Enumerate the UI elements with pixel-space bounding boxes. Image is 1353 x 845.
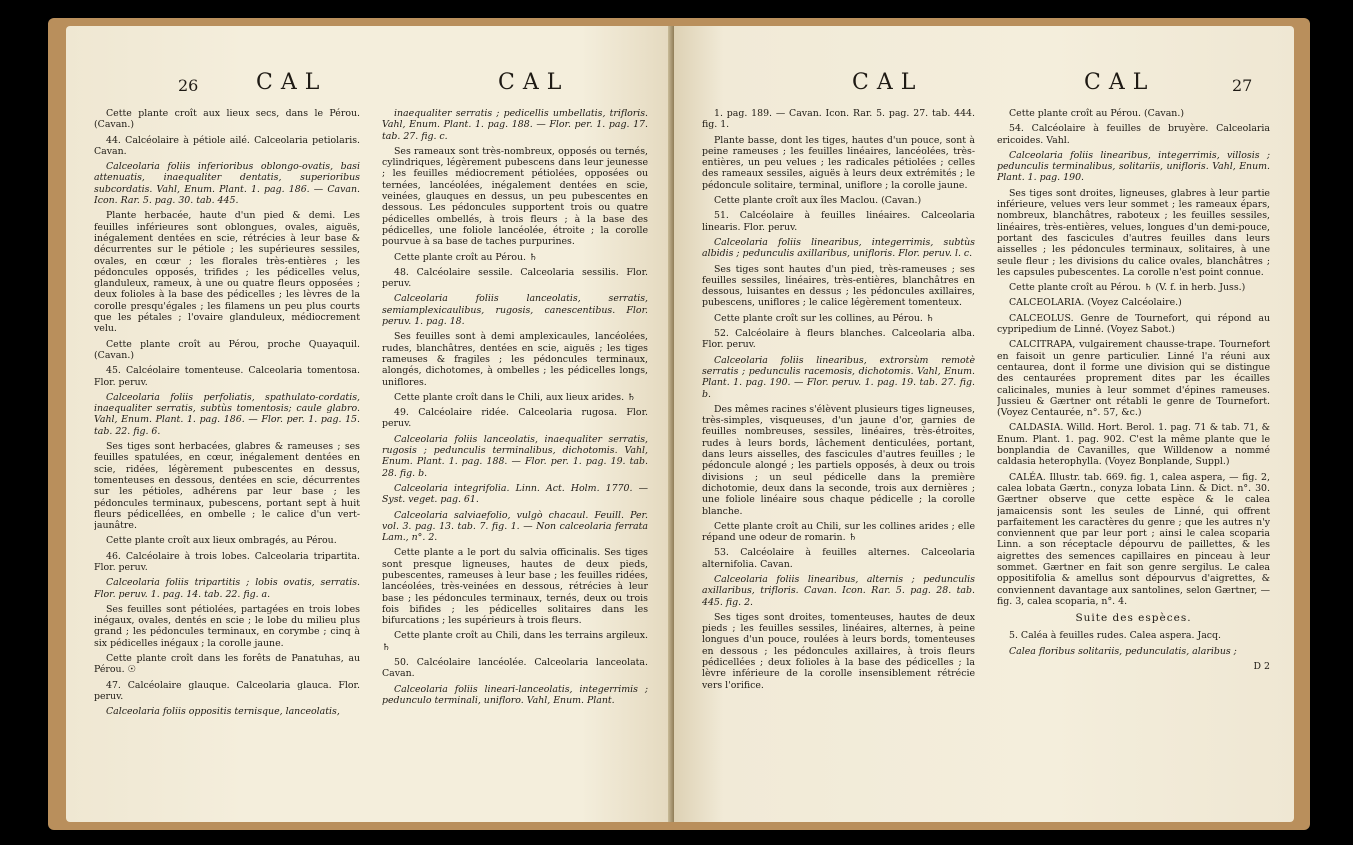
text-column-right-2 [997, 108, 1270, 808]
paragraph: Cette plante croît au Chili, sur les collines arides ; elle répand une odeur de romarin. ♄ [702, 520, 975, 544]
paragraph: Cette plante croît dans le Chili, aux lieux arides. ♄ [394, 391, 636, 403]
paragraph: Calceolaria foliis lineari-lanceolatis, integerrimis ; pedunculo terminali, unifloro. Vahl, Enum. Plant. [382, 683, 648, 706]
paragraph: Plante basse, dont les tiges, hautes d'un pouce, sont à peine rameuses ; les feuilles linéaires, lancéolées, très-entières, un peu velues ; les radicales pétiolées ; celles des rameaux sessiles, aiguës à leurs deux extrémités ; le pédoncule solitaire, terminal, uniflore ; la corolle jaune. [702, 134, 975, 191]
paragraph: CALCEOLUS. Genre de Tournefort, qui répond au cypripedium de Linné. (Voyez Sabot.) [997, 312, 1270, 336]
paragraph: Cette plante croît au Pérou. (Cavan.) [1009, 108, 1184, 119]
paragraph: Calceolaria foliis oppositis ternisque, lanceolatis, [106, 706, 340, 718]
paragraph: 44. Calcéolaire à pétiole ailé. Calceolaria petiolaris. Cavan. [94, 134, 360, 157]
paragraph: Calceolaria foliis linearibus, extrorsùm remotè serratis ; pedunculis racemosis, dichotomis. Vahl, Enum. Plant. 1. pag. 190. — Flor. peruv. 1. pag. 19. tab. 27. fig. b. [702, 354, 975, 400]
right-page-header [674, 70, 1294, 100]
paragraph: Calceolaria foliis tripartitis ; lobis ovatis, serratis. Flor. peruv. 1. pag. 14. tab. 22. fig. a. [94, 577, 360, 600]
paragraph: Ses feuilles sont pétiolées, partagées en trois lobes inégaux, ovales, dentés en scie ; le lobe du milieu plus grand ; les pédoncules terminaux, en corymbe ; cinq à six pédicelles inégaux ; la corolle jaune. [94, 603, 360, 649]
paragraph: Cette plante croît sur les collines, au Pérou. ♄ [714, 312, 935, 324]
paragraph: 1. pag. 189. — Cavan. Icon. Rar. 5. pag. 27. tab. 444. fig. 1. [702, 108, 975, 131]
paragraph: Calceolaria foliis linearibus, alternis ; pedunculis axillaribus, trifloris. Cavan. Icon. Rar. 5. pag. 28. tab. 445. fig. 2. [702, 573, 975, 608]
running-head: CAL [852, 70, 924, 95]
paragraph: Calceolaria foliis perfoliatis, spathulato-cordatis, inaequaliter serratis, subtùs tomentosis; caule glabro. Vahl, Enum. Plant. 1. pag. 186. — Flor. per. 1. pag. 15. tab. 22. fig. 6. [94, 391, 360, 437]
paragraph: Ses tiges sont herbacées, glabres & rameuses ; ses feuilles spatulées, en cœur, inégalement dentées en scie, ridées, légèrement pubescentes en dessus, tomenteuses en dessous, dentées en scie, décurrentes sur les pétioles, adhérens par leur base ; les pédoncules terminaux, pubescens, portant sept à huit fleurs pédicellées, en ombelle ; le calice d'un vert-jaunâtre. [94, 441, 360, 532]
paragraph: Calceolaria foliis inferioribus oblongo-ovatis, basi attenuatis, inaequaliter dentatis, superioribus subcordatis. Vahl, Enum. Plant. 1. pag. 186. — Cavan. Icon. Rar. 5. pag. 30. tab. 445. [94, 161, 360, 207]
paragraph: 47. Calcéolaire glauque. Calceolaria glauca. Flor. peruv. [94, 679, 360, 702]
paragraph: Cette plante croît au Pérou, proche Quayaquil. (Cavan.) [94, 338, 360, 361]
paragraph: Cette plante croît aux îles Maclou. (Cavan.) [714, 195, 922, 207]
page-number: 27 [1232, 76, 1253, 95]
right-page-columns [702, 108, 1270, 808]
paragraph: Des mêmes racines s'élèvent plusieurs tiges ligneuses, très-simples, visqueuses, d'un jaune d'or, garnies de feuilles nombreuses, sessiles, linéaires, très-étroites, rudes à leurs bords, lâchement denticulées, portant, dans leurs aisselles, des fascicules d'autres feuilles ; le pédoncule alongé ; les partiels opposés, à deux ou trois divisions ; un seul pédicelle dans la première dichotomie, deux dans la seconde, trois aux dernières ; une foliole linéaire sous chaque pédicelle ; la corolle blanche. [702, 403, 975, 517]
running-head: CAL [1084, 70, 1156, 95]
running-head: CAL [498, 70, 570, 95]
signature-mark: D 2 [1253, 661, 1270, 673]
paragraph: CALDASIA. Willd. Hort. Berol. 1. pag. 71 & tab. 71, & Enum. Plant. 1. pag. 902. C'est la même plante que le bonplandia de Cavanilles, que Willdenow a nommé caldasia heterophylla. (Voyez Bonplande, Suppl.) [997, 422, 1270, 468]
paragraph: 51. Calcéolaire à feuilles linéaires. Calceolaria linearis. Flor. peruv. [702, 210, 975, 233]
paragraph: Cette plante a le port du salvia officinalis. Ses tiges sont presque ligneuses, hautes de deux pieds, pubescentes, rameuses à leur base ; les feuilles ridées, lancéolées, très-veinées en dessous, rétrécies à leur base ; les pédoncules terminaux, ternés, deux ou trois fois bifides ; les pédicelles solitaires dans les bifurcations ; les supérieurs à trois fleurs. [382, 547, 648, 627]
paragraph: 52. Calcéolaire à fleurs blanches. Calceolaria alba. Flor. peruv. [702, 328, 975, 351]
paragraph: 49. Calcéolaire ridée. Calceolaria rugosa. Flor. peruv. [382, 407, 648, 430]
paragraph: Cette plante croît aux lieux secs, dans le Pérou. (Cavan.) [94, 108, 360, 131]
left-page [66, 26, 672, 822]
paragraph: Calceolaria foliis lanceolatis, serratis, semiamplexicaulibus, rugosis, canescentibus. Flor. peruv. 1. pag. 18. [382, 293, 648, 328]
left-page-columns [94, 108, 648, 808]
open-book [48, 18, 1310, 830]
paragraph: Calceolaria foliis linearibus, integerrimis, subtùs albidis ; pedunculis axillaribus, unifloris. Flor. peruv. l. c. [702, 236, 975, 260]
paragraph: 50. Calcéolaire lancéolée. Calceolaria lanceolata. Cavan. [382, 657, 648, 680]
paragraph: 46. Calcéolaire à trois lobes. Calceolaria tripartita. Flor. peruv. [94, 550, 360, 573]
text-column-left-2 [382, 108, 648, 808]
paragraph: CALCEOLARIA. (Voyez Calcéolaire.) [1009, 297, 1182, 309]
left-page-header [66, 70, 672, 100]
paragraph: Ses tiges sont droites, tomenteuses, hautes de deux pieds ; les feuilles sessiles, linéaires, alternes, à peine longues d'un pouce, roulées à leurs bords, tomenteuses en dessous ; les pédoncules axillaires, à trois fleurs pédicellées ; deux folioles à la base des pédicelles ; la lèvre inférieure de la corolle insensiblement rétrécie vers l'orifice. [702, 611, 975, 691]
text-column-right-1 [702, 108, 975, 808]
paragraph: Cette plante croît au Pérou. ♄ (V. f. in herb. Juss.) [1009, 282, 1246, 294]
paragraph: Calceolaria salviaefolio, vulgò chacaul. Feuill. Per. vol. 3. pag. 13. tab. 7. fig. 1. — Non calceolaria ferrata Lam., n°. 2. [382, 509, 648, 544]
paragraph: 48. Calcéolaire sessile. Calceolaria sessilis. Flor. peruv. [382, 266, 648, 290]
paragraph: Ses feuilles sont à demi amplexicaules, lancéolées, rudes, blanchâtres, dentées en scie, aiguës ; les tiges rameuses & fragiles ; les pédoncules terminaux, alongés, dichotomes, à ombelles ; les pédicelles longs, uniflores. [382, 331, 648, 388]
paragraph: 53. Calcéolaire à feuilles alternes. Calceolaria alternifolia. Cavan. [702, 547, 975, 570]
paragraph: Cette plante croît au Pérou. ♄ [394, 251, 538, 263]
page-number: 26 [178, 76, 199, 95]
paragraph: Plante herbacée, haute d'un pied & demi. Les feuilles inférieures sont oblongues, ovales, aiguës, inégalement dentées en scie, rétrécies à leur base & décurrentes sur le pétiole ; les supérieures sessiles, ovales, en cœur ; les florales très-entières ; les pédoncules opposés, trifides ; les pédicelles velus, glanduleux, rameux, à une ou quatre fleurs opposées ; deux folioles à la base des pédicelles ; les lèvres de la corolle presqu'égales ; les filamens un peu plus courts que les pétales ; l'ovaire glanduleux, médiocrement velu. [94, 210, 360, 335]
paragraph: Calceolaria foliis lanceolatis, inaequaliter serratis, rugosis ; pedunculis terminalibus, dichotomis. Vahl, Enum. Plant. 1. pag. 188. — Flor. per. 1. pag. 19. tab. 28. fig. b. [382, 433, 648, 479]
paragraph: CALCITRAPA, vulgairement chausse-trape. Tournefort en faisoit un genre particulier. Linné l'a réuni aux centaurea, dont il forme une division qui se distingue des centaurées proprement dites par les écailles calicinales, munies à leur sommet d'épines rameuses. Jussieu & Gærtner ont rétabli le genre de Tournefort. (Voyez Centaurée, n°. 57, &c.) [997, 339, 1270, 419]
paragraph: Calceolaria integrifolia. Linn. Act. Holm. 1770. — Syst. veget. pag. 61. [382, 482, 648, 506]
paragraph: Ses tiges sont droites, ligneuses, glabres à leur partie inférieure, velues vers leur sommet ; les rameaux épars, nombreux, blanchâtres, raboteux ; les feuilles sessiles, linéaires, très-entières, velues, longues d'un demi-pouce, portant des fascicules d'autres feuilles dans leurs aisselles ; les pédoncules terminaux, solitaires, à une seule fleur ; les divisions du calice ovales, blanchâtres ; les capsules pubescentes. La corolle n'est point connue. [997, 187, 1270, 278]
paragraph: 45. Calcéolaire tomenteuse. Calceolaria tomentosa. Flor. peruv. [94, 365, 360, 388]
paragraph: Ses rameaux sont très-nombreux, opposés ou ternés, cylindriques, légèrement pubescens dans leur jeunesse ; les feuilles médiocrement pétiolées, opposées ou ternées, lancéolées, inégalement dentées en scie, veinées, glauques en dessus, un peu pubescentes en dessous. Les pédoncules supportent trois ou quatre pédicelles ombellés, à trois fleurs ; à la base des pédicelles, une foliole lancéolée, étroite ; la corolle pourvue à sa base de taches purpurines. [382, 145, 648, 248]
paragraph: Cette plante croît aux lieux ombragés, au Pérou. [106, 535, 337, 547]
running-head: CAL [256, 70, 328, 95]
paragraph: 5. Caléa à feuilles rudes. Calea aspera. Jacq. [1009, 630, 1222, 642]
paragraph: Calea floribus solitariis, pedunculatis, alaribus ; [1009, 645, 1237, 657]
section-heading: Suite des espèces. [1075, 612, 1192, 625]
paragraph: Cette plante croît dans les forêts de Panatuhas, au Pérou. ☉ [94, 653, 360, 676]
paragraph: inaequaliter serratis ; pedicellis umbellatis, trifloris. Vahl, Enum. Plant. 1. pag. 188. — Flor. per. 1. pag. 17. tab. 27. fig. c. [382, 108, 648, 142]
paragraph: Ses tiges sont hautes d'un pied, très-rameuses ; ses feuilles sessiles, linéaires, très-entières, blanchâtres en dessous, luisantes en dessus ; les pédoncules axillaires, pubescens, uniflores ; le calice légèrement tomenteux. [702, 263, 975, 309]
paragraph: Calceolaria foliis linearibus, integerrimis, villosis ; pedunculis terminalibus, solitariis, unifloris. Vahl, Enum. Plant. 1. pag. 190. [997, 149, 1270, 184]
paragraph: CALÉA. Illustr. tab. 669. fig. 1, calea aspera, — fig. 2, calea lobata Gærtn., conyza lobata Linn. & Dict. n°. 30. Gærtner observe que cette espèce & le calea jamaicensis sont les seules de Linné, qui offrent parfaitement les caractères du genre ; que les autres n'y conviennent que par leur port ; ainsi le calea scoparia Linn. a son réceptacle dépourvu de paillettes, & les aigrettes des semences capillaires en pinceau à leur sommet. Gærtner en fait son genre sergilus. Le calea oppositifolia & amellus sont dépourvus d'aigrettes, & conviennent davantage aux santolines, selon Gærtner, — fig. 3, calea scoparia, n°. 4. [997, 471, 1270, 607]
paragraph: Cette plante croît au Chili, dans les terrains argileux. ♄ [382, 630, 648, 653]
text-column-left-1 [94, 108, 360, 808]
right-page [674, 26, 1294, 822]
paragraph: 54. Calcéolaire à feuilles de bruyère. Calceolaria ericoides. Vahl. [997, 123, 1270, 146]
